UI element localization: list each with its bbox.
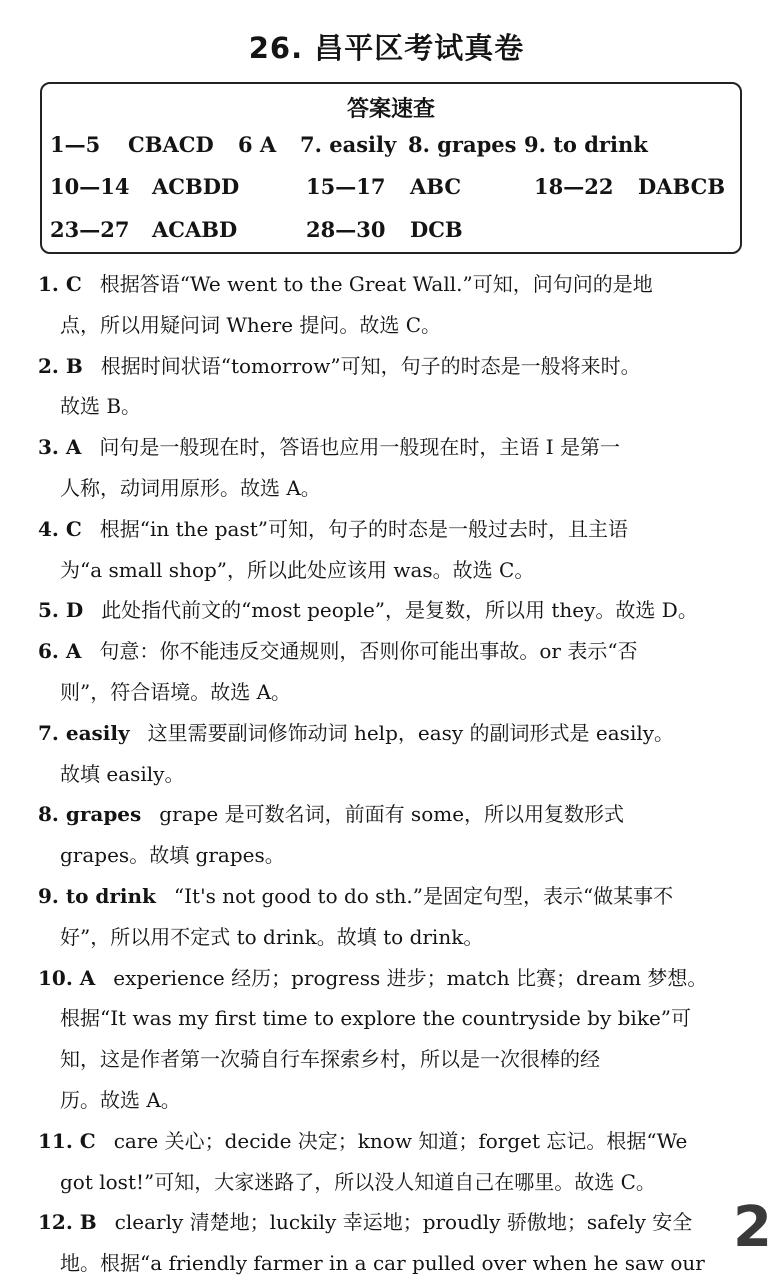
explanation-item-10 [38,958,750,1121]
answer-item [306,174,461,199]
answer-item [300,132,396,157]
explanation-text: 此处指代前文的“most people”，是复数，所以用 they。故选 D。 [101,598,698,623]
explanation-text: 故填 easily。 [60,761,185,786]
explanation-text: 句意：你不能违反交通规则，否则你可能出事故。or 表示“否 [99,639,638,664]
explanation-item-1 [38,264,750,346]
explanation-item-7 [38,713,750,795]
explanation-item-12 [38,1202,750,1284]
answer-key: 10—14 [50,174,130,199]
item-number: 9. to drink [38,883,156,908]
item-number: 2. B [38,353,83,378]
item-number: 11. C [38,1128,96,1153]
explanation-text: 好”，所以用不定式 to drink。故填 to drink。 [60,924,484,949]
answer-key: 6 A [238,132,277,157]
answer-item [50,174,239,199]
explanation-text: clearly 清楚地；luckily 幸运地；proudly 骄傲地；safely 安全 [114,1210,693,1235]
explanation-text: 人称，动词用原形。故选 A。 [60,475,321,500]
explanation-text: “It's not good to do sth.”是固定句型，表示“做某事不 [173,883,674,908]
explanation-list [38,264,750,1284]
answer-box-title: 答案速查 [346,97,435,122]
answer-value: DABCB [638,174,726,199]
answer-value: DCB [410,217,463,242]
explanation-text: grapes。故填 grapes。 [60,843,285,868]
answer-item [238,132,276,157]
item-number: 10. A [38,965,96,990]
answer-key: 15—17 [306,174,386,199]
item-number: 12. B [38,1210,97,1235]
explanation-item-8 [38,794,750,876]
explanation-text: 故选 B。 [60,394,142,419]
explanation-text: got lost!”可知，大家迷路了，所以没人知道自己在哪里。故选 C。 [60,1169,656,1194]
answer-value: ACBDD [152,174,240,199]
explanation-text: 地。根据“a friendly farmer in a car pulled over when he saw our [60,1251,705,1276]
answer-key: 7. easily [300,132,397,157]
explanation-text: 为“a small shop”，所以此处应该用 was。故选 C。 [60,557,535,582]
explanation-text: 点，所以用疑问词 Where 提问。故选 C。 [60,312,442,337]
item-number: 1. C [38,272,82,296]
explanation-item-9 [38,876,750,958]
explanation-item-2 [38,346,750,428]
item-number: 8. grapes [38,802,142,827]
item-number: 5. D [38,598,84,623]
explanation-item-11 [38,1121,750,1203]
explanation-text: 知，这是作者第一次骑自行车探索乡村，所以是一次很棒的经 [60,1047,600,1072]
answer-quick-check-box [40,82,742,254]
answer-value: CBACD [128,132,214,157]
item-number: 6. A [38,639,82,664]
explanation-item-4 [38,509,750,591]
answer-key: 1—5 [50,132,101,157]
explanation-text: grape 是可数名词，前面有 some，所以用复数形式 [159,802,625,827]
page-title: 26. 昌平区考试真卷 [248,31,525,65]
answer-item [534,174,725,199]
answer-key: 18—22 [534,174,614,199]
explanation-text: experience 经历；progress 进步；match 比赛；dream 梦想。 [113,965,708,990]
answer-item [50,217,237,242]
answer-key: 23—27 [50,217,130,242]
explanation-text: care 关心；decide 决定；know 知道；forget 忘记。根据“We [113,1128,688,1153]
answer-key: 28—30 [306,217,386,242]
page-number: 2 [733,1195,772,1260]
answer-value: ACABD [152,217,238,242]
answer-item [50,132,214,157]
answer-item [306,217,463,242]
answer-item [524,132,648,157]
item-number: 3. A [38,435,82,460]
answer-key: 8. grapes [408,132,517,157]
explanation-text: 根据“It was my first time to explore the countryside by bike”可 [60,1006,692,1031]
explanation-text: 根据时间状语“tomorrow”可知，句子的时态是一般将来时。 [100,353,641,378]
explanation-item-5 [38,590,750,631]
explanation-text: 这里需要副词修饰动词 help，easy 的副词形式是 easily。 [147,720,675,745]
explanation-text: 根据“in the past”可知，句子的时态是一般过去时，且主语 [99,516,628,541]
explanation-text: 历。故选 A。 [60,1087,181,1112]
explanation-text: 根据答语“We went to the Great Wall.”可知，问句问的是地 [99,272,653,296]
item-number: 7. easily [38,720,130,745]
explanation-item-3 [38,427,750,509]
explanation-text: 问句是一般现在时，答语也应用一般现在时，主语 I 是第一 [99,435,620,460]
answer-key: 9. to drink [524,132,648,157]
answer-value: ABC [410,174,462,199]
explanation-item-6 [38,631,750,713]
explanation-text: 则”，符合语境。故选 A。 [60,679,292,704]
item-number: 4. C [38,516,82,541]
answer-item [408,132,516,157]
